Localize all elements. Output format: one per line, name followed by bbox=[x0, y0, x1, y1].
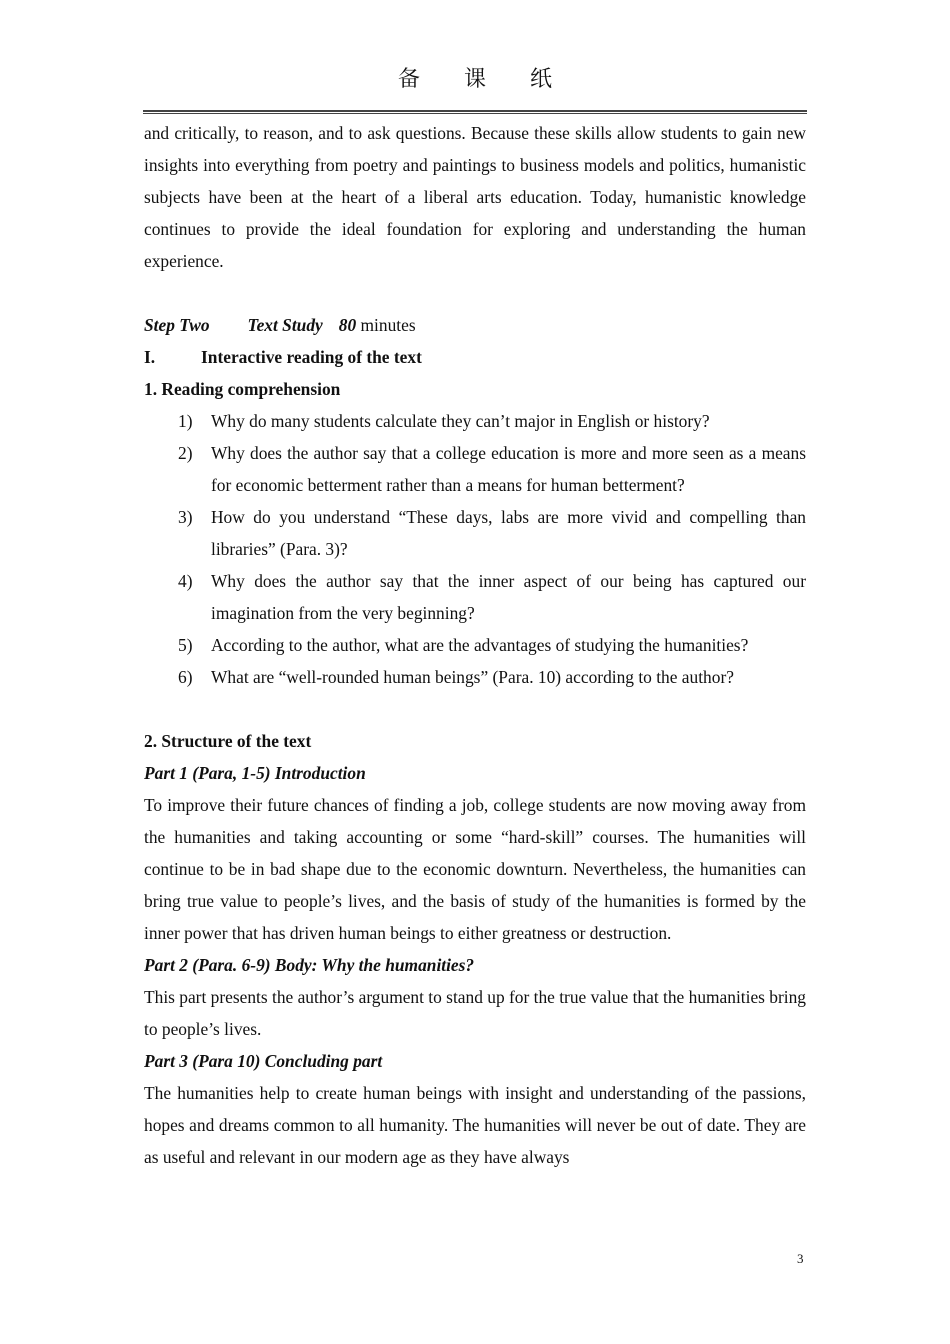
header-char: 课 bbox=[463, 67, 486, 92]
part-heading: Part 1 (Para, 1-5) Introduction bbox=[144, 763, 366, 783]
question-number: 6) bbox=[178, 667, 193, 687]
question-item bbox=[144, 437, 806, 501]
step-label: Step Two bbox=[144, 315, 210, 335]
section-heading bbox=[144, 341, 806, 373]
page-number: 3 bbox=[797, 1251, 804, 1266]
part-body: This part presents the author’s argument to stand up for the true value that the humanities bring to people’s lives. bbox=[144, 987, 806, 1039]
question-item bbox=[144, 661, 806, 693]
header-char: 备 bbox=[397, 67, 420, 92]
question-item bbox=[144, 565, 806, 629]
part-heading: Part 3 (Para 10) Concluding part bbox=[144, 1051, 383, 1071]
question-text: How do you understand “These days, labs are more vivid and compelling than libraries” (Para. 3)? bbox=[211, 507, 806, 559]
structure-title: 2. Structure of the text bbox=[144, 731, 312, 751]
part-heading: Part 2 (Para. 6-9) Body: Why the humanities? bbox=[144, 955, 475, 975]
question-text: What are “well-rounded human beings” (Para. 10) according to the author? bbox=[211, 667, 734, 687]
part-body: The humanities help to create human beings with insight and understanding of the passions, hopes and dreams common to all humanity. The humanities will never be out of date. They are as useful and relevant in our modern age as they have always bbox=[144, 1083, 806, 1167]
question-number: 2) bbox=[178, 443, 193, 463]
section-title: Interactive reading of the text bbox=[201, 347, 422, 367]
document-body bbox=[144, 117, 806, 1173]
page-header-title bbox=[0, 62, 950, 93]
intro-paragraph: and critically, to reason, and to ask questions. Because these skills allow students to gain new insights into everything from poetry and paintings to business models and politics, humanistic subjects have been at the heart of a liberal arts education. Today, humanistic knowledge continues to provide the ideal foundation for exploring and understanding the human experience. bbox=[144, 123, 806, 271]
part-body: To improve their future chances of finding a job, college students are now moving away from the humanities and taking accounting or some “hard-skill” courses. The humanities will continue to be in bad shape due to the economic downturn. Nevertheless, the humanities can bring true value to people’s lives, and the basis of study of the humanities is formed by the inner power that has driven human beings to either greatness or destruction. bbox=[144, 795, 806, 943]
header-divider bbox=[143, 110, 807, 114]
section-numeral: I. bbox=[144, 347, 156, 367]
question-list bbox=[144, 405, 806, 693]
step-duration-unit: minutes bbox=[360, 315, 416, 335]
step-name: Text Study bbox=[247, 315, 323, 335]
question-number: 1) bbox=[178, 411, 193, 431]
reading-comprehension-title: 1. Reading comprehension bbox=[144, 379, 341, 399]
step-duration-value: 80 bbox=[338, 315, 357, 335]
question-text: Why does the author say that a college education is more and more seen as a means for economic betterment rather than a means for human betterment? bbox=[211, 443, 806, 495]
question-text: According to the author, what are the advantages of studying the humanities? bbox=[211, 635, 749, 655]
question-number: 4) bbox=[178, 571, 193, 591]
spacer bbox=[144, 277, 806, 309]
spacer bbox=[144, 693, 806, 725]
question-text: Why do many students calculate they can’t major in English or history? bbox=[211, 411, 710, 431]
question-item bbox=[144, 501, 806, 565]
question-item bbox=[144, 629, 806, 661]
question-number: 3) bbox=[178, 507, 193, 527]
question-item bbox=[144, 405, 806, 437]
question-number: 5) bbox=[178, 635, 193, 655]
header-char: 纸 bbox=[530, 67, 553, 92]
step-line bbox=[144, 309, 806, 341]
question-text: Why does the author say that the inner aspect of our being has captured our imagination from the very beginning? bbox=[211, 571, 806, 623]
